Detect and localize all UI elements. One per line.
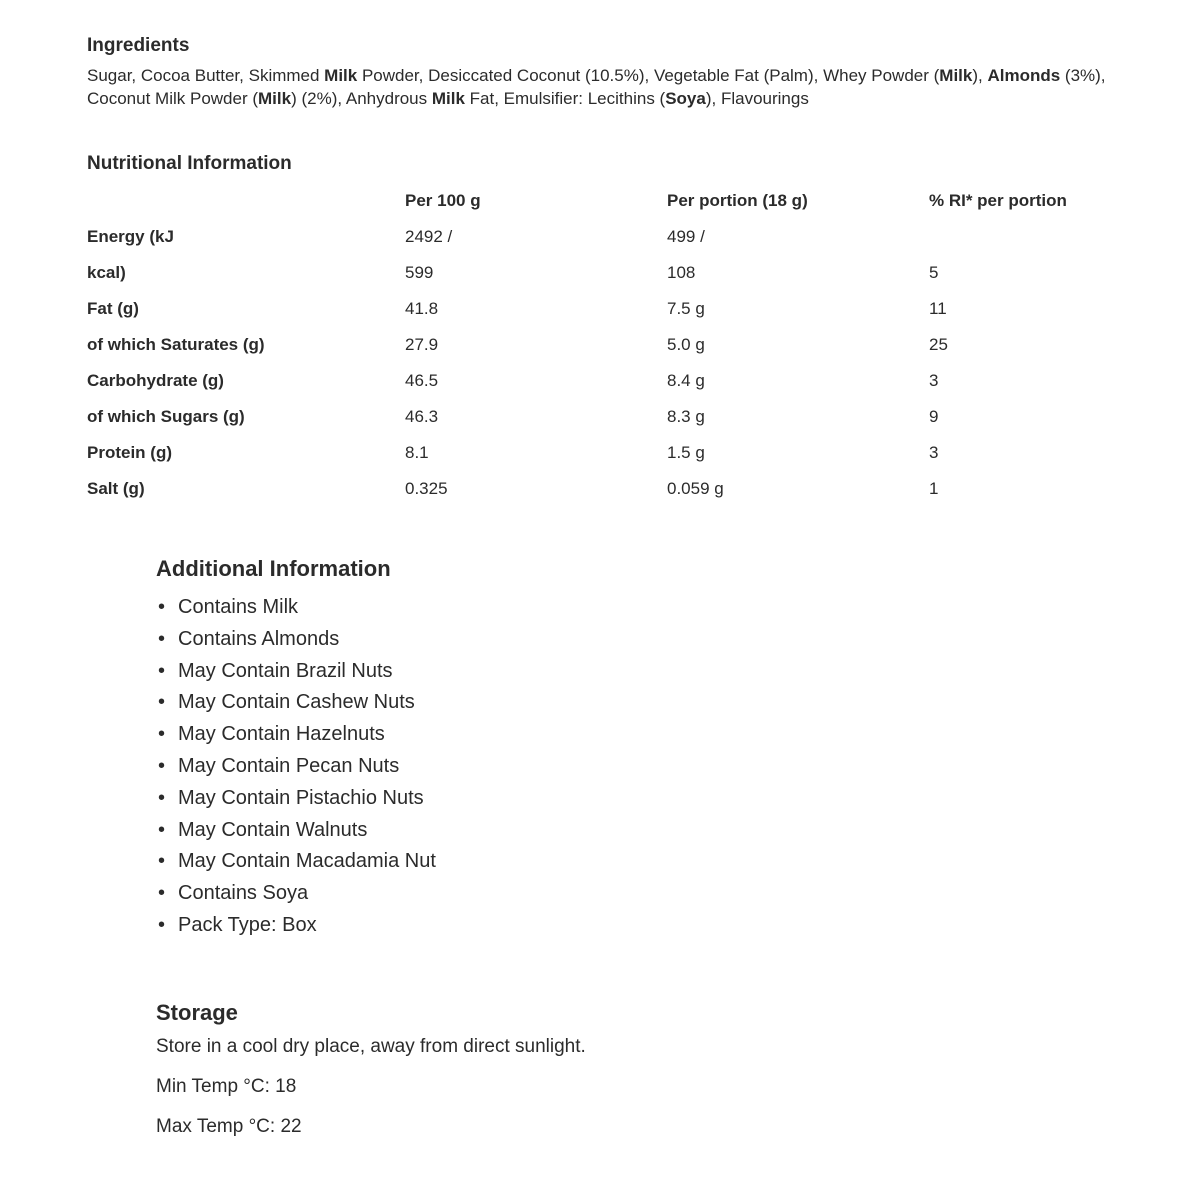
bullet-icon: • [158,596,166,618]
value-per-100g: 0.325 [405,479,448,498]
nutrient-label: kcal) [87,263,126,282]
nutrient-label: of which Sugars (g) [87,407,245,426]
value-per-portion: 1.5 g [667,443,705,462]
bullet-icon: • [158,627,166,650]
value-per-100g: 599 [405,263,434,282]
ingredient-text-segment: Powder, Desiccated Coconut (10.5%), Vegetable Fat (Palm), Whey Powder ( [357,66,940,85]
bullet-icon: • [158,882,166,905]
list-item [156,687,436,719]
value-per-portion: 108 [667,263,696,282]
ingredient-text-segment: ), [972,66,988,85]
value-ri-percent: 9 [929,407,939,426]
value-ri-percent: 1 [929,479,939,498]
list-item [156,656,436,688]
storage-heading: Storage [156,1000,238,1025]
additional-info-list [156,592,436,942]
value-ri-percent: 3 [929,371,939,390]
bullet-icon: • [158,850,166,873]
list-item-text: May Contain Cashew Nuts [178,691,415,714]
nutrient-label: Fat (g) [87,299,139,318]
ingredients-text [87,65,1167,110]
allergen-highlight: Milk [258,88,292,108]
value-per-portion: 8.4 g [667,371,705,390]
list-item [156,878,436,910]
value-per-100g: 41.8 [405,299,439,318]
value-per-100g: 27.9 [405,335,439,354]
nutrition-table [87,184,1117,508]
nutrition-row [87,436,1117,472]
column-header-ri: % RI* per portion [929,191,1067,210]
allergen-highlight: Soya [665,88,706,108]
nutrient-label: of which Saturates (g) [87,335,265,354]
nutrition-row [87,292,1117,328]
allergen-highlight: Milk [939,66,973,85]
storage-description: Store in a cool dry place, away from direct sunlight. [156,1036,586,1057]
list-item [156,751,436,783]
list-item-text: May Contain Walnuts [178,818,368,841]
value-ri-percent: 3 [929,443,939,462]
value-per-portion: 5.0 g [667,335,705,354]
nutrient-label: Salt (g) [87,479,145,498]
value-ri-percent: 25 [929,335,948,354]
value-per-portion: 0.059 g [667,479,724,498]
additional-info-heading: Additional Information [156,556,391,581]
nutrition-row [87,472,1117,508]
list-item [156,783,436,815]
value-per-portion: 8.3 g [667,407,705,426]
list-item-text: Contains Milk [178,596,299,618]
bullet-icon: • [158,723,166,746]
bullet-icon: • [158,818,166,841]
value-per-portion: 7.5 g [667,299,705,318]
list-item-text: Contains Almonds [178,627,340,650]
column-header-per-100g: Per 100 g [405,191,481,210]
ingredient-text-segment: ) (2%), Anhydrous [291,88,432,108]
list-item-text: Pack Type: Box [178,913,317,936]
nutrient-label: Energy (kJ [87,227,174,246]
value-ri-percent: 11 [929,299,947,318]
nutrition-rows [87,220,1117,508]
list-item [156,624,436,656]
bullet-icon: • [158,913,166,936]
nutrition-row [87,328,1117,364]
nutrition-row [87,400,1117,436]
nutrition-row [87,364,1117,400]
bullet-icon: • [158,786,166,809]
nutrition-row [87,256,1117,292]
ingredient-text-segment: Fat, Emulsifier: Lecithins ( [464,88,666,108]
storage-min-temp: Min Temp °C: 18 [156,1076,297,1097]
list-item-text: May Contain Hazelnuts [178,723,385,746]
bullet-icon: • [158,691,166,714]
nutrition-row [87,220,1117,256]
nutrient-label: Protein (g) [87,443,172,462]
bullet-icon: • [158,659,166,682]
bullet-icon: • [158,754,166,777]
value-per-100g: 46.3 [405,407,439,426]
list-item-text: May Contain Pistachio Nuts [178,786,424,809]
list-item [156,846,436,878]
list-item-text: May Contain Brazil Nuts [178,659,393,682]
list-item-text: May Contain Macadamia Nut [178,850,436,873]
value-per-100g: 2492 / [405,227,453,246]
ingredients-heading: Ingredients [87,35,190,56]
ingredient-text-segment: Sugar, Cocoa Butter, Skimmed [87,66,325,85]
value-per-100g: 8.1 [405,443,429,462]
column-header-per-portion: Per portion (18 g) [667,191,808,210]
value-per-100g: 46.5 [405,371,439,390]
list-item [156,719,436,751]
nutrient-label: Carbohydrate (g) [87,371,224,390]
ingredient-text-segment: (3%), Coconut Milk Powder ( [87,66,1106,108]
nutrition-header-row [87,184,1117,220]
allergen-highlight: Almonds [987,66,1061,85]
list-item [156,815,436,847]
ingredient-text-segment: ), Flavourings [705,88,809,108]
nutrition-heading: Nutritional Information [87,153,292,174]
allergen-highlight: Milk [324,66,358,85]
list-item [156,592,436,624]
value-per-portion: 499 / [667,227,705,246]
list-item-text: May Contain Pecan Nuts [178,754,400,777]
allergen-highlight: Milk [431,88,465,108]
value-ri-percent: 5 [929,263,939,282]
storage-max-temp: Max Temp °C: 22 [156,1116,302,1137]
list-item [156,910,436,942]
list-item-text: Contains Soya [178,882,309,905]
